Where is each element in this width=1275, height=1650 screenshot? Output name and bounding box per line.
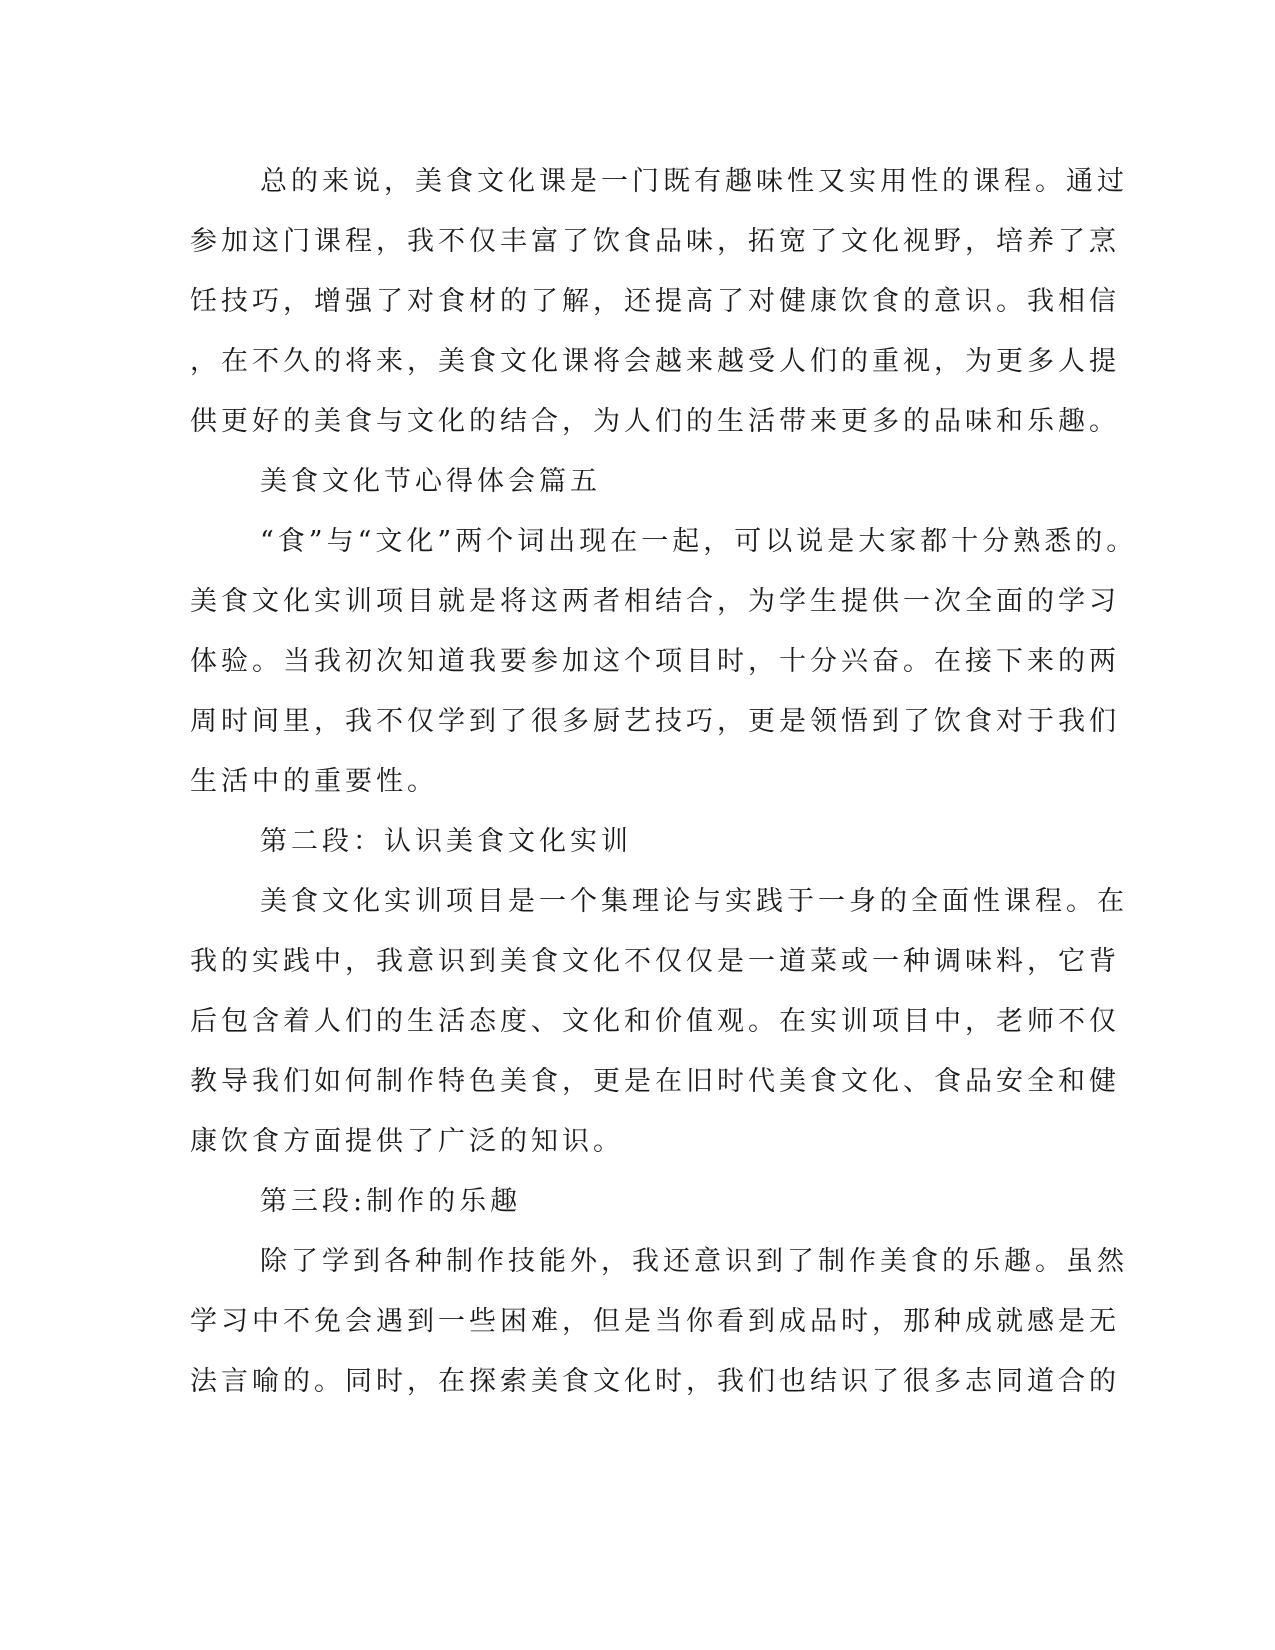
text-line: 除了学到各种制作技能外，我还意识到了制作美食的乐趣。虽然 <box>260 1246 1128 1277</box>
text-line: 供更好的美食与文化的结合，为人们的生活带来更多的品味和乐趣。 <box>190 406 1120 437</box>
text-line: 康饮食方面提供了广泛的知识。 <box>190 1126 624 1157</box>
text-line: 生活中的重要性。 <box>190 766 438 797</box>
text-line: 参加这门课程，我不仅丰富了饮食品味，拓宽了文化视野，培养了烹 <box>190 226 1120 257</box>
text-line: ，在不久的将来，美食文化课将会越来越受人们的重视，为更多人提 <box>190 346 1120 377</box>
text-line: 总的来说，美食文化课是一门既有趣味性又实用性的课程。通过 <box>260 166 1128 197</box>
text-line: 体验。当我初次知道我要参加这个项目时，十分兴奋。在接下来的两 <box>190 646 1120 677</box>
text-line: 第三段:制作的乐趣 <box>260 1186 522 1217</box>
text-line: 美食文化实训项目是一个集理论与实践于一身的全面性课程。在 <box>260 886 1128 917</box>
body-text <box>190 152 1138 1412</box>
text-line: 我的实践中，我意识到美食文化不仅仅是一道菜或一种调味料，它背 <box>190 946 1120 977</box>
text-line: 美食文化节心得体会篇五 <box>260 466 601 497</box>
text-line: 教导我们如何制作特色美食，更是在旧时代美食文化、食品安全和健 <box>190 1066 1120 1097</box>
text-line: “食”与“文化”两个词出现在一起，可以说是大家都十分熟悉的。 <box>260 526 1138 557</box>
text-line: 后包含着人们的生活态度、文化和价值观。在实训项目中，老师不仅 <box>190 1006 1120 1037</box>
text-line: 美食文化实训项目就是将这两者相结合，为学生提供一次全面的学习 <box>190 586 1120 617</box>
text-line: 学习中不免会遇到一些困难，但是当你看到成品时，那种成就感是无 <box>190 1306 1120 1337</box>
text-line: 法言喻的。同时，在探索美食文化时，我们也结识了很多志同道合的 <box>190 1366 1120 1397</box>
text-line: 第二段：认识美食文化实训 <box>260 826 632 857</box>
text-line: 周时间里，我不仅学到了很多厨艺技巧，更是领悟到了饮食对于我们 <box>190 706 1120 737</box>
text-line: 饪技巧，增强了对食材的了解，还提高了对健康饮食的意识。我相信 <box>190 286 1120 317</box>
